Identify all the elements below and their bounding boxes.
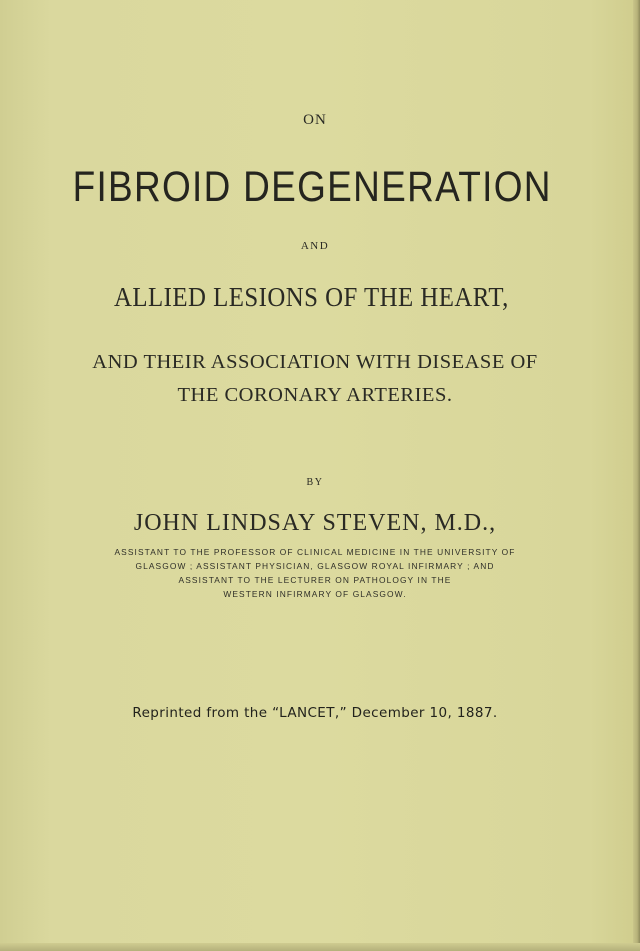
and-label: AND [300,240,330,252]
main-title: FIBROID DEGENERATION [72,163,552,211]
page-edge-bottom [0,943,640,951]
by-label: BY [306,477,324,488]
affiliation-line-2: GLASGOW ; ASSISTANT PHYSICIAN, GLASGOW ROYAL INFIRMARY ; AND [135,561,495,571]
affiliation-line-4: WESTERN INFIRMARY OF GLASGOW. [223,589,407,599]
author-name: JOHN LINDSAY STEVEN, M.D., [133,510,497,536]
affiliation-line-1: ASSISTANT TO THE PROFESSOR OF CLINICAL MEDICINE IN THE UNIVERSITY OF [114,547,516,557]
page-edge-right [633,0,640,951]
affiliation-line-3: ASSISTANT TO THE LECTURER ON PATHOLOGY IN THE [178,575,452,585]
second-title: ALLIED LESIONS OF THE HEART, [114,282,509,312]
subtitle-line-2: THE CORONARY ARTERIES. [177,384,453,406]
on-label: ON [303,112,327,128]
reprint-note: Reprinted from the “LANCET,” December 10, 1887. [132,705,498,721]
subtitle-line-1: AND THEIR ASSOCIATION WITH DISEASE OF [92,351,538,373]
